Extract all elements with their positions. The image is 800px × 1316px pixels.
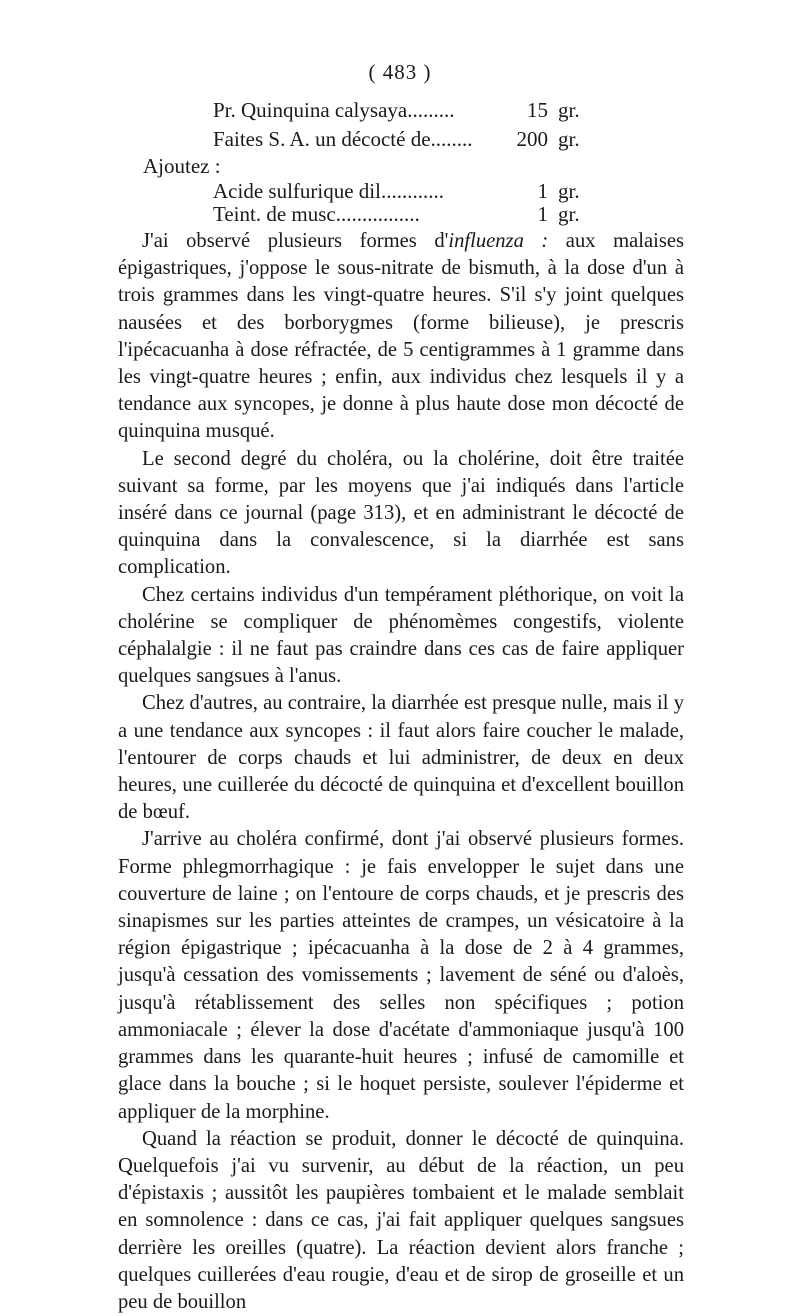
prescription-line: [0, 96, 800, 124]
prescription-quantity: 1: [537, 202, 548, 226]
page-number: ( 483 ): [368, 60, 432, 84]
paragraph: [118, 228, 684, 446]
body-text: [118, 228, 684, 1316]
prescription-unit: gr.: [558, 127, 580, 151]
prescription-unit: gr.: [558, 98, 580, 122]
prescription-label: Pr. Quinquina calysaya.........: [213, 98, 455, 122]
prescription-label: Teint. de musc................: [213, 202, 420, 226]
paragraph: Quand la réaction se produit, donner le décocté de quinquina. Quelquefois j'ai vu survenir, au début de la réaction, un peu d'épistaxis ; aussitôt les paupières tombaient et le malade semblait en somnolence : dans ce cas, j'ai fait appliquer quelques sangsues derrière les oreilles (quatre). La réaction devient alors franche ; quelques cuillerées d'eau rougie, d'eau et de sirop de groseille et un peu de bouillon: [118, 1127, 684, 1313]
prescription-unit: gr.: [558, 202, 580, 226]
prescription-unit: gr.: [558, 179, 580, 203]
prescription-label: Ajoutez :: [143, 154, 221, 178]
prescription-label: Faites S. A. un décocté de........: [213, 127, 473, 151]
italic-term: influenza :: [448, 230, 549, 252]
prescription-line: [0, 200, 800, 228]
prescription-label: Acide sulfurique dil............: [213, 179, 444, 203]
prescription-line: [0, 125, 800, 153]
prescription-line: [0, 152, 800, 180]
prescription-quantity: 200: [516, 127, 548, 151]
paragraph: Chez d'autres, au contraire, la diarrhée est presque nulle, mais il y a une tendance aux syncopes : il faut alors faire coucher le malade, l'entourer de corps chauds et lui administrer, de deux en deux heures, une cuillerée du décocté de quinquina et d'excellent bouillon de bœuf.: [118, 692, 684, 824]
prescription-quantity: 1: [537, 179, 548, 203]
paragraph: Chez certains individus d'un tempérament pléthorique, on voit la cholérine se compliquer de phénomèmes congestifs, violente céphalalgie : il ne faut pas craindre dans ces cas de faire appliquer quelques sangsues à l'anus.: [118, 583, 684, 688]
prescription-quantity: 15: [527, 98, 548, 122]
paragraph: J'arrive au choléra confirmé, dont j'ai observé plusieurs formes. Forme phlegmorrhagique : je fais envelopper le sujet dans une couverture de laine ; on l'entoure de corps chauds, et je prescris des sinapismes sur les parties atteintes de crampes, un vésicatoire à la région épigastrique ; ipécacuanha à la dose de 2 à 4 grammes, jusqu'à cessation des vomissements ; lavement de séné ou d'aloès, jusqu'à rétablissement des selles non spécifiques ; potion ammoniacale ; élever la dose d'acétate d'ammoniaque jusqu'à 100 grammes dans les quarante-huit heures ; infusé de camomille et glace dans la bouche ; si le hoquet persiste, soulever l'épiderme et appliquer de la morphine.: [118, 828, 684, 1123]
paragraph-text: aux malaises épigastriques, j'oppose le sous-nitrate de bismuth, à la dose d'un à trois grammes dans les vingt-quatre heures. S'il s'y joint quelques nausées et des borborygmes (forme bilieuse), je prescris l'ipécacuanha à dose réfractée, de 5 centigrammes à 1 gramme dans les vingt-quatre heures ; enfin, aux individus chez lesquels il y a tendance aux syncopes, je donne à plus haute dose mon décocté de quinquina musqué.: [118, 230, 684, 443]
paragraph-text: J'ai observé plusieurs formes d': [142, 230, 449, 252]
paragraph: Le second degré du choléra, ou la cholérine, doit être traitée suivant sa forme, par les moyens que j'ai indiqués dans l'article inséré dans ce journal (page 313), et en administrant le décocté de quinquina dans la convalescence, si la diarrhée est sans complication.: [118, 447, 684, 579]
